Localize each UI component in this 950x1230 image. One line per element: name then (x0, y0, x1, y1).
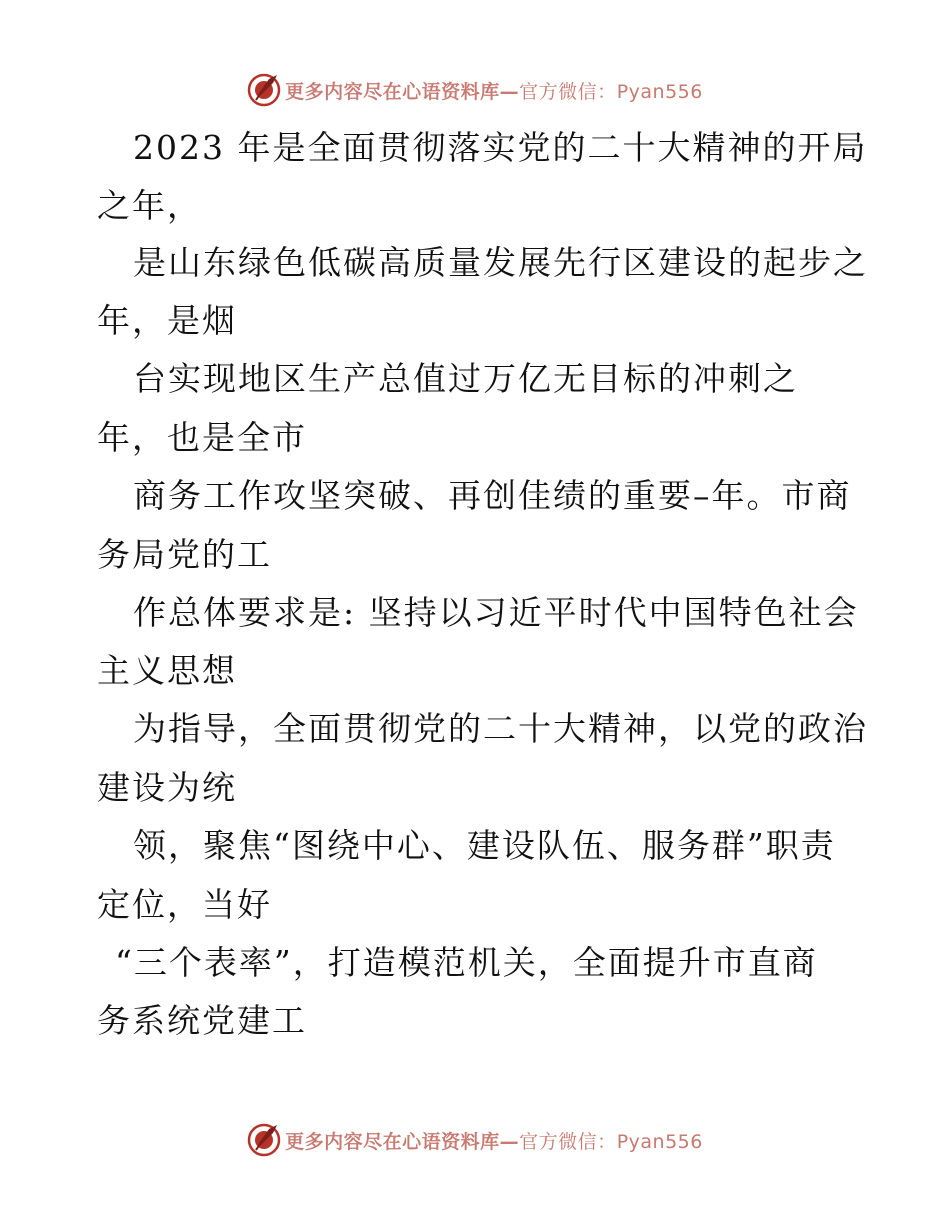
logo-quill-icon (247, 73, 281, 107)
body-line: 务局党的工 (97, 535, 272, 574)
header-banner (0, 70, 950, 110)
banner-wechat-label: 官方微信： (519, 1130, 617, 1153)
body-line: 台实现地区生产总值过万亿无目标的冲刺之 (133, 359, 798, 398)
banner-site-text: 更多内容尽在心语资料库 (285, 1130, 500, 1153)
body-line: 是山东绿色低碳高质量发展先行区建设的起步之 (133, 243, 868, 282)
body-line: 领，聚焦“图绕中心、建设队伍、服务群”职责 (133, 826, 836, 865)
body-line: 商务工作攻坚突破、再创佳绩的重要–年。市商 (133, 476, 852, 515)
body-line: “三个表率”，打造模范机关，全面提升市直商 (115, 943, 818, 982)
body-line: 年，也是全市 (97, 418, 307, 457)
body-line: 2023 年是全面贯彻落实党的二十大精神的开局 (133, 128, 868, 167)
logo-quill-icon (247, 1123, 281, 1157)
banner-site-text: 更多内容尽在心语资料库 (285, 80, 500, 103)
banner-text (285, 1127, 703, 1154)
banner-wechat-label: 官方微信： (519, 80, 617, 103)
body-line: 年，是烟 (97, 301, 237, 340)
body-line: 作总体要求是: 坚持以习近平时代中国特色社会 (133, 593, 859, 632)
body-line: 建设为统 (97, 768, 237, 807)
body-line: 定位，当好 (97, 885, 272, 924)
body-line: 务系统党建工 (97, 1001, 307, 1040)
body-line: 之年， (97, 186, 202, 225)
banner-wechat-id: Pyan556 (616, 80, 703, 103)
body-line: 为指导，全面贯彻党的二十大精神，以党的政治 (133, 709, 868, 748)
banner-wechat-id: Pyan556 (616, 1130, 703, 1153)
banner-separator: — (499, 1130, 520, 1153)
footer-banner (0, 1120, 950, 1160)
body-line: 主义思想 (97, 651, 237, 690)
banner-text (285, 77, 703, 104)
banner-separator: — (499, 80, 520, 103)
